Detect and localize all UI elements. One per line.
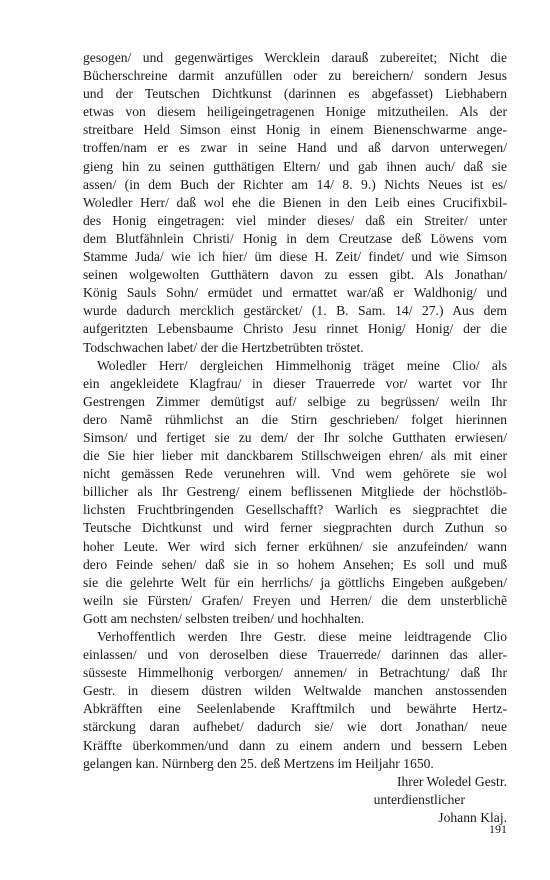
closing-salutation: Ihrer Woledel Gestr. — [396, 773, 507, 789]
text-line: gesogen/ und gegenwärtiges Wercklein darauß zubereitet; Nicht die — [83, 50, 507, 65]
text-line: assen/ (in dem Buch der Richter am 14/ 8. 9.) Nichts Neues ist es/ — [83, 176, 507, 192]
text-line: dem Blutfähnlein Christi/ Honig in dem Creutzase deß Löwens vom — [83, 230, 507, 246]
text-line: Bücherschreine darmit anzufüllen oder zu bereichern/ sondern Jesus — [83, 68, 507, 84]
text-line: hoher Leute. Wer wird sich ferner erkühnen/ sie anzufeinden/ wann — [83, 538, 507, 554]
text-line: einlassen/ und von deroselben diese Trauerrede/ darinnen das aller- — [83, 647, 507, 663]
closing-formula: unterdienstlicher — [373, 791, 465, 807]
text-line: seinen wolgewolten Gutthätern davon zu essen gibt. Als Jonathan/ — [83, 267, 507, 283]
text-line: Stamme Juda/ wie ich hier/ üm diese H. Zeit/ findet/ und wie Simson — [83, 249, 507, 265]
page-number: 191 — [489, 822, 507, 836]
text-line: sie die gelehrte Welt für ein herrlichs/ ja göttlichs Eingeben außgeben/ — [83, 574, 507, 590]
paragraph-end-line: Gott am nechsten/ selbsten treiben/ und hochhalten. — [83, 610, 365, 626]
text-line: Kräffte überkommen/und dann zu einem andern und bessern Leben — [83, 737, 507, 753]
text-line: aufgeritzten Lebensbaume Christo Jesu rinnet Honig/ Honig/ der die — [83, 321, 507, 337]
signature: Johann Klaj. — [438, 809, 507, 825]
text-line: und der Teutschen Dichtkunst (darinnen es abgefasset) Liebhabern — [83, 86, 507, 102]
text-line: dero Feinde sehen/ daß sie in so hohem Ansehen; Es soll und muß — [83, 556, 507, 572]
text-line: Abkräfften eine Seelenlabende Krafftmilch und bewährte Hertz- — [83, 701, 507, 717]
text-line: dero Namẽ rühmlichst an die Stirn geschrieben/ folget hierinnen — [83, 411, 507, 427]
text-line: ein angekleidete Klagfrau/ in dieser Trauerrede vor/ wartet vor Ihr — [83, 375, 507, 391]
paragraph-end-line: Todschwachen labet/ der die Hertzbetrübten tröstet. — [83, 339, 364, 355]
text-line: die Sie hier lieber mit danckbarem Stillschweigen ehren/ als mit einer — [83, 448, 507, 464]
paragraph-end-line: gelangen kan. Nürnberg den 25. deß Mertzens im Heiljahr 1650. — [83, 755, 434, 771]
text-line: wurde dadurch mercklich gestärcket/ (1. B. Sam. 14/ 27.) Aus dem — [83, 303, 507, 319]
text-line: Woledler Herr/ daß wol ehe die Bienen in den Leib eines Crucifixbil- — [83, 194, 507, 210]
text-line: Gestrengen Zimmer demütigst auf/ selbige zu begrüssen/ weiln Ihr — [83, 393, 507, 409]
text-line: König Sauls Sohn/ ermüdet und ermattet war/aß er Waldhonig/ und — [83, 285, 507, 301]
text-line: gieng hin zu seinen gutthätigen Eltern/ und gab ihnen auch/ daß sie — [83, 158, 507, 174]
text-line: etwas von diesem heiligeingetragenen Honige mitzutheilen. Als der — [83, 104, 507, 120]
text-line: streitbare Held Simson einst Honig in einem Bienenschwarme ange- — [83, 122, 507, 138]
text-line: süsseste Himmelhonig verborgen/ annemen/ in Betrachtung/ daß Ihr — [83, 665, 507, 681]
text-line: weiln sie Fürsten/ Grafen/ Freyen und Herren/ die dem unsterblichẽ — [83, 592, 507, 608]
text-line: stärckung daran aufhebet/ dadurch sie/ wie dort Jonathan/ neue — [83, 719, 507, 735]
text-line: Simson/ und fertiget sie zu dem/ der Ihr solche Gutthaten erwiesen/ — [83, 429, 507, 445]
paragraph-start-line: Woledler Herr/ dergleichen Himmelhonig träget meine Clio/ als — [97, 357, 507, 373]
body-text — [83, 49, 507, 827]
text-line: Gestr. in diesem düstren wilden Weltwalde manchen anstossenden — [83, 683, 507, 699]
text-line: troffen/nam er es zwar in seine Hand und aß darvon unterwegen/ — [83, 140, 507, 156]
paragraph-start-line: Verhoffentlich werden Ihre Gestr. diese meine leidtragende Clio — [97, 629, 507, 644]
text-line: Teutsche Dichtkunst und wird ferner siegprachten durch Zuthun so — [83, 520, 507, 536]
text-line: lichsten Fruchtbringenden Gesellschafft? Warlich es siegprachtet die — [83, 502, 507, 518]
text-line: billicher als Ihr Gestreng/ einem beflissenen Mitgliede der höchstlöb- — [83, 484, 507, 500]
text-line: nicht gemässen Rede verunehren will. Vnd wem gehörete sie wol — [83, 466, 507, 482]
text-line: des Honig eingetragen: viel minder dieses/ daß ein Streiter/ unter — [83, 212, 507, 228]
